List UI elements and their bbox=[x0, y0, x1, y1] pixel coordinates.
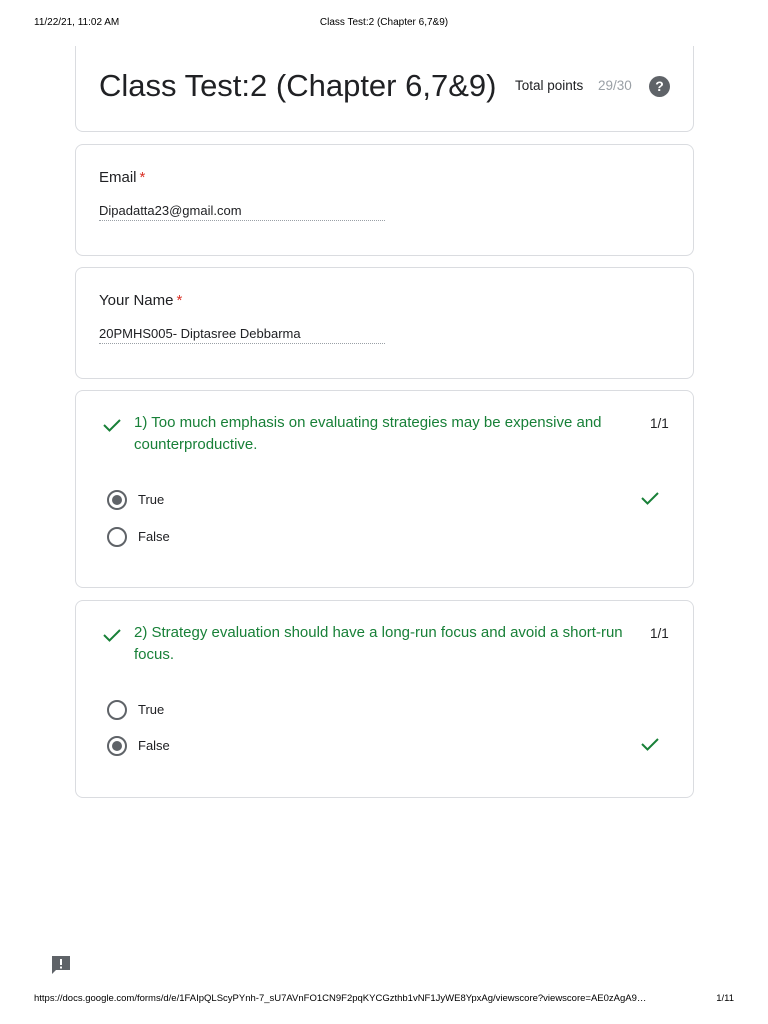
question-score: 1/1 bbox=[650, 626, 669, 641]
form-title-card bbox=[75, 46, 694, 132]
option-label: True bbox=[138, 702, 165, 717]
name-field: 20PMHS005- Diptasree Debbarma bbox=[99, 326, 385, 344]
question-text: 1) Too much emphasis on evaluating strategies may be expensive and counterproductive. bbox=[134, 414, 602, 453]
email-card bbox=[75, 144, 694, 256]
option-true bbox=[107, 490, 667, 512]
question-card-2 bbox=[75, 600, 694, 798]
total-points-label: Total points bbox=[515, 78, 584, 93]
option-false bbox=[107, 736, 667, 758]
option-false bbox=[107, 527, 667, 549]
form-title: Class Test:2 (Chapter 6,7&9) bbox=[99, 68, 497, 103]
question-card-1 bbox=[75, 390, 694, 588]
option-true bbox=[107, 700, 667, 722]
radio-button-selected bbox=[107, 736, 127, 756]
check-icon bbox=[103, 628, 121, 642]
name-card bbox=[75, 267, 694, 379]
email-label bbox=[99, 169, 145, 186]
check-icon bbox=[103, 418, 121, 432]
total-points-value: 29/30 bbox=[598, 78, 632, 93]
check-icon bbox=[641, 491, 659, 505]
option-label: False bbox=[138, 529, 170, 544]
feedback-icon[interactable] bbox=[50, 954, 72, 976]
email-field: Dipadatta23@gmail.com bbox=[99, 203, 385, 221]
name-label bbox=[99, 292, 182, 309]
radio-button bbox=[107, 527, 127, 547]
required-asterisk: * bbox=[139, 169, 146, 186]
print-page-title: Class Test:2 (Chapter 6,7&9) bbox=[319, 17, 449, 28]
email-label-text: Email bbox=[99, 169, 137, 186]
question-text: 2) Strategy evaluation should have a long-run focus and avoid a short-run focus. bbox=[134, 624, 623, 663]
option-label: False bbox=[138, 738, 170, 753]
radio-button bbox=[107, 700, 127, 720]
radio-button-selected bbox=[107, 490, 127, 510]
option-label: True bbox=[138, 492, 165, 507]
help-circle-icon[interactable]: ? bbox=[649, 76, 670, 97]
print-datetime: 11/22/21, 11:02 AM bbox=[34, 17, 120, 28]
required-asterisk: * bbox=[176, 292, 183, 309]
name-label-text: Your Name bbox=[99, 292, 174, 309]
check-icon bbox=[641, 737, 659, 751]
page-url: https://docs.google.com/forms/d/e/1FAIpQLScyPYnh-7_sU7AVnFO1CN9F2pqKYCGzthb1vNF1JyWE8YpxAg/viewscore?viewscore=AE0zAgA9… bbox=[34, 993, 647, 1004]
page-number: 1/11 bbox=[716, 993, 734, 1004]
question-score: 1/1 bbox=[650, 416, 669, 431]
print-footer bbox=[0, 993, 768, 1007]
print-header bbox=[0, 17, 768, 31]
